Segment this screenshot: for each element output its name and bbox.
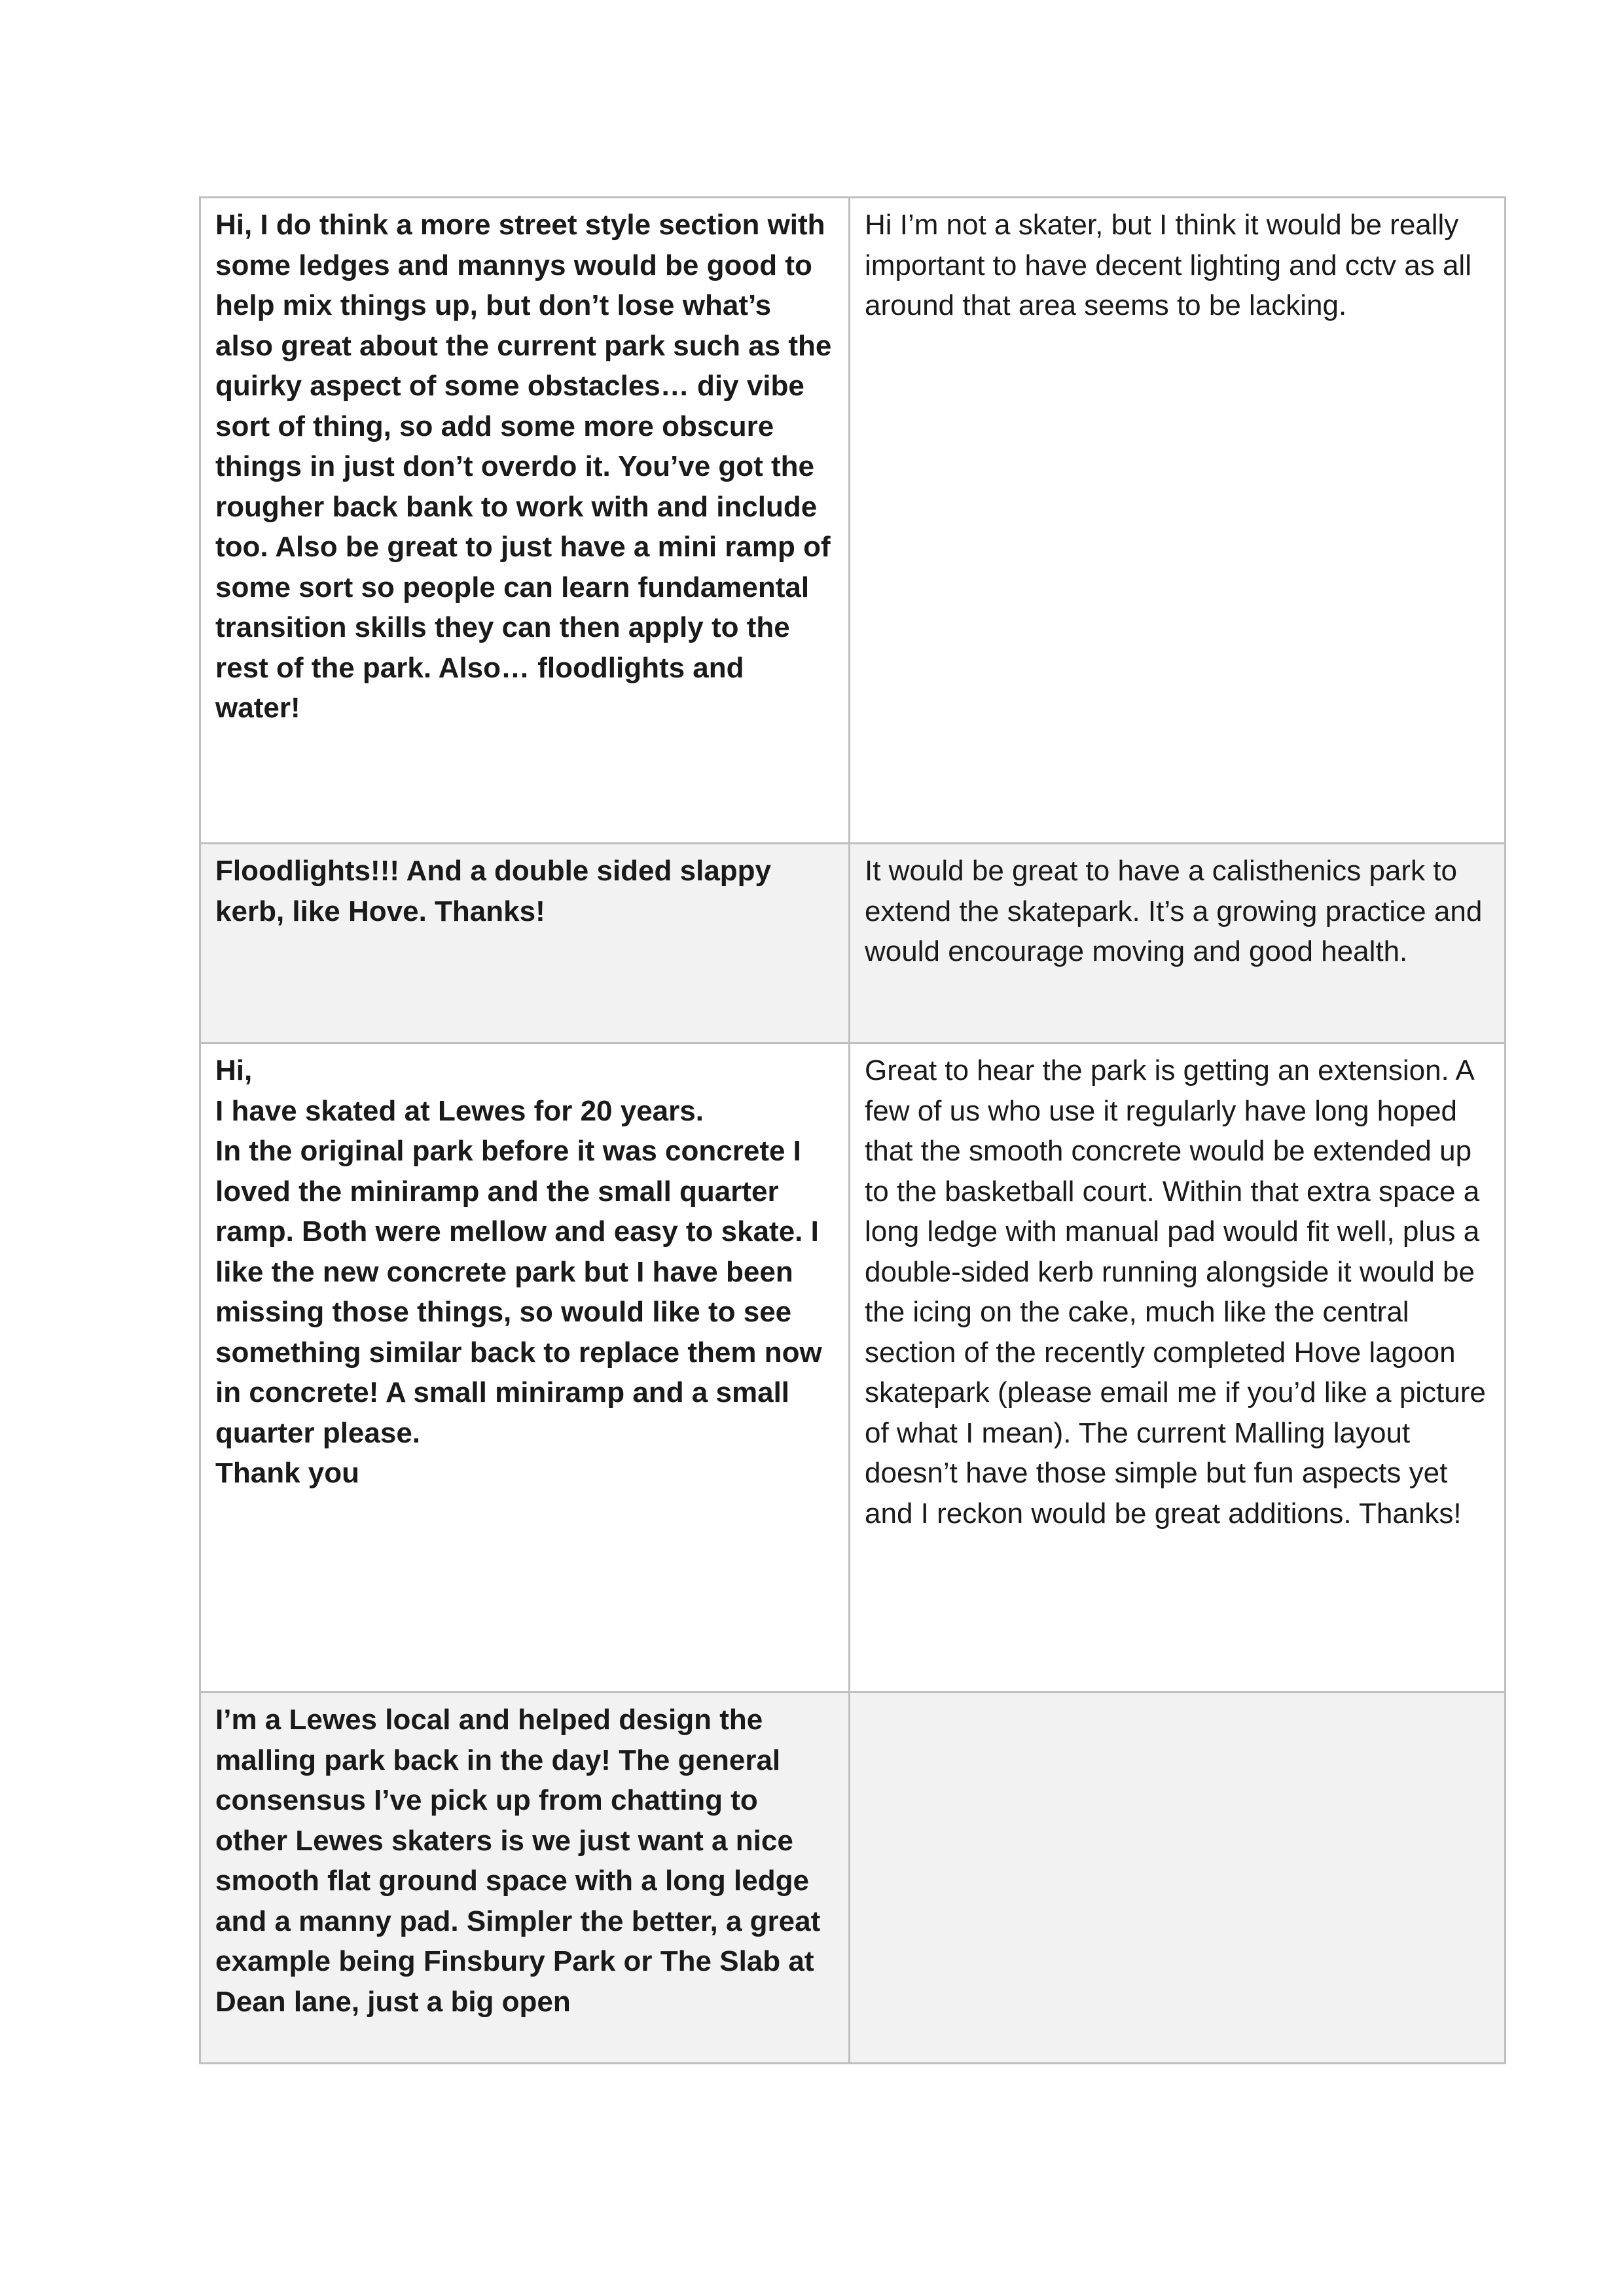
comment-text: Hi, I do think a more street style section with some ledges and mannys would be good to help mix things up, but don’t lose what’s also great about the current park such as the quirky aspect of some obstacles… diy vibe sort of thing, so add some more obscure things in just don’t overdo it. You’ve got the rougher back bank to work with and include too. Also be great to just have a mini ramp of some sort so people can learn fundamental transition skills they can then apply to the rest of the park. Also… floodlights and water! [215,209,832,724]
table-row [200,1043,1506,1693]
table-cell [200,198,850,844]
table-cell [850,844,1506,1043]
comment-text: It would be great to have a calisthenics park to extend the skatepark. It’s a growing practice and would encourage moving and good health. [865,855,1483,967]
table-cell [850,1693,1506,2064]
table-cell [850,198,1506,844]
comment-text: Great to hear the park is getting an extension. A few of us who use it regularly have long hoped that the smooth concrete would be extended up to the basketball court. Within that extra space a long ledge with manual pad would fit well, plus a double-sided kerb running alongside it would be the icing on the cake, much like the central section of the recently completed Hove lagoon skatepark (please email me if you’d like a picture of what I mean). The current Malling layout doesn’t have those simple but fun aspects yet and I reckon would be great additions. Thanks! [865,1054,1486,1530]
comment-text: Floodlights!!! And a double sided slappy kerb, like Hove. Thanks! [215,855,772,927]
table-row [200,1693,1506,2064]
table-cell [200,1043,850,1693]
table-row [200,844,1506,1043]
table-row [200,198,1506,844]
comment-text: I’m a Lewes local and helped design the malling park back in the day! The general consensus I’ve pick up from chatting to other Lewes skaters is we just want a nice smooth flat ground space with a long ledge and a manny pad. Simpler the better, a great example being Finsbury Park or The Slab at Dean lane, just a big open [215,1704,821,2018]
comment-text: Hi I’m not a skater, but I think it would be really important to have decent lighting and cctv as all around that area seems to be lacking. [865,209,1471,321]
table-cell [850,1043,1506,1693]
table-cell [200,1693,850,2064]
comment-text: Hi, I have skated at Lewes for 20 years. In the original park before it was concrete I loved the miniramp and the small quarter ramp. Both were mellow and easy to skate. I like the new concrete park but I have been missing those things, so would like to see something similar back to replace them now in concrete! A small miniramp and a small quarter please. Thank you [215,1054,822,1489]
comments-table [199,196,1506,2064]
table-cell [200,844,850,1043]
